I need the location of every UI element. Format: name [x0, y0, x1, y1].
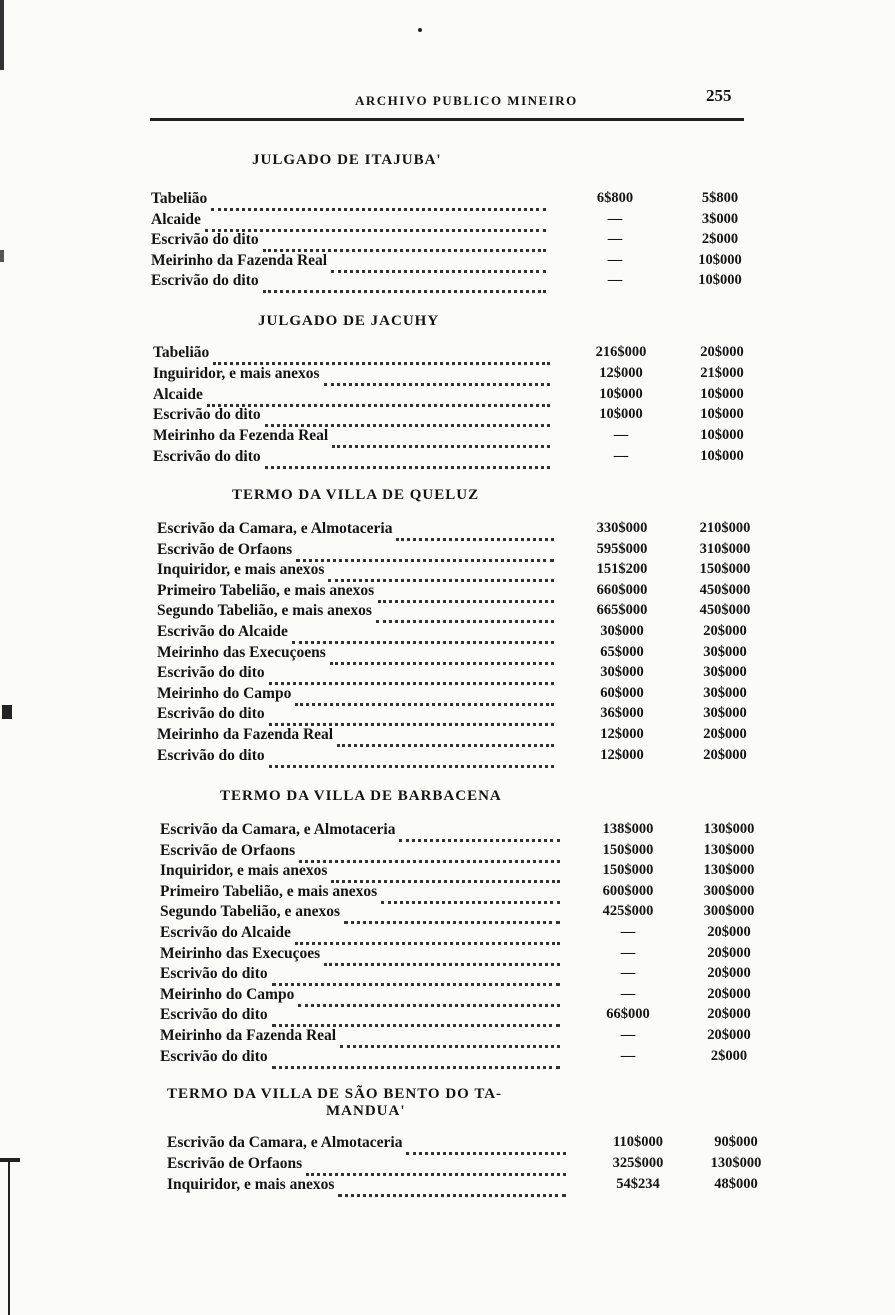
value-column-2: 20$000 — [700, 344, 744, 360]
table-row — [157, 664, 777, 685]
row-label: Escrivão da Camara, e Almotaceria — [167, 1134, 403, 1151]
value-column-1: 12$000 — [600, 726, 644, 742]
table-row — [151, 211, 771, 232]
value-column-2: 3$000 — [701, 210, 739, 227]
value-column-2: 300$000 — [703, 882, 755, 899]
value-column-1: 6$800 — [596, 190, 634, 206]
table-row — [151, 252, 771, 273]
dot-leader — [269, 747, 554, 768]
row-label: Inquiridor, e mais anexos — [167, 1176, 335, 1194]
row-label: Alcaide — [153, 385, 203, 403]
row-label: Escrivão do dito — [157, 705, 265, 723]
row-label: Escrivão do dito — [160, 965, 268, 983]
table-row — [160, 862, 780, 883]
dot-leader — [269, 664, 554, 685]
value-column-1: 325$000 — [612, 1155, 664, 1172]
dot-leader — [381, 883, 560, 904]
dot-leader — [344, 903, 560, 924]
row-label: Primeiro Tabelião, e mais anexos — [157, 581, 375, 599]
row-label: Escrivão do dito — [157, 664, 265, 682]
table-row — [157, 623, 777, 644]
row-label: Meirinho da Fezenda Real — [153, 427, 329, 445]
dot-leader — [265, 406, 550, 427]
value-column-1: 600$000 — [602, 882, 654, 899]
scan-dot — [418, 28, 422, 32]
dot-leader — [263, 231, 546, 252]
page-header — [150, 84, 744, 114]
dot-leader — [331, 252, 546, 273]
value-column-1: — — [607, 210, 623, 227]
row-label: Escrivão do dito — [160, 1047, 268, 1065]
scan-mark — [2, 705, 12, 719]
value-column-1: — — [620, 1047, 636, 1064]
dot-leader — [378, 582, 554, 603]
value-column-1: 36$000 — [600, 705, 644, 722]
row-label: Inguiridor, e mais anexos — [153, 364, 320, 382]
value-column-1: — — [620, 965, 636, 982]
value-column-1: 60$000 — [600, 684, 644, 701]
table-row — [151, 272, 771, 293]
dot-leader — [272, 965, 560, 986]
row-label: Tabelião — [151, 190, 208, 207]
row-label: Meirinho das Execuçoes — [160, 944, 321, 962]
value-column-1: 10$000 — [599, 406, 643, 423]
running-title: ARCHIVO PUBLICO MINEIRO — [355, 93, 578, 108]
table-row — [160, 903, 780, 924]
value-column-2: 10$000 — [700, 448, 744, 464]
dot-leader — [306, 1155, 566, 1176]
section-title: JULGADO DE ITAJUBA' — [252, 152, 442, 168]
value-column-2: 10$000 — [700, 385, 744, 402]
dot-leader — [213, 344, 550, 365]
page-number: 255 — [706, 86, 732, 105]
dot-leader — [376, 602, 554, 623]
row-label: Meirinho da Fazenda Real — [151, 251, 328, 269]
dot-leader — [207, 386, 550, 407]
value-column-2: 130$000 — [703, 821, 755, 837]
value-column-2: 450$000 — [699, 602, 751, 619]
value-column-1: 65$000 — [600, 643, 644, 660]
dot-leader — [272, 1048, 560, 1069]
table-row — [167, 1176, 787, 1197]
table-row — [160, 986, 780, 1007]
table-row — [151, 190, 771, 211]
value-column-2: 30$000 — [703, 643, 747, 660]
table-row — [151, 231, 771, 252]
value-column-1: — — [620, 944, 636, 961]
row-label: Meirinho do Campo — [160, 985, 295, 1003]
table-row — [167, 1134, 787, 1155]
value-column-2: 130$000 — [703, 862, 755, 879]
value-column-1: 10$000 — [599, 385, 643, 402]
value-column-1: 595$000 — [596, 540, 648, 557]
table-row — [160, 1027, 780, 1048]
header-rule — [150, 118, 744, 121]
row-label: Primeiro Tabelião, e mais anexos — [160, 882, 378, 900]
dot-leader — [324, 945, 560, 966]
value-column-1: 330$000 — [596, 520, 648, 536]
value-column-2: 10$000 — [700, 427, 744, 444]
value-column-2: 150$000 — [699, 561, 751, 578]
value-column-2: 450$000 — [699, 581, 751, 598]
table-row — [157, 582, 777, 603]
value-column-2: 210$000 — [699, 520, 751, 536]
value-column-1: 216$000 — [595, 344, 647, 360]
dot-leader — [406, 1134, 566, 1155]
row-label: Escrivão do dito — [160, 1006, 268, 1024]
dot-leader — [211, 190, 546, 211]
table-row — [157, 520, 777, 541]
scan-mark — [0, 1158, 20, 1162]
row-label: Escrivão de Orfaons — [167, 1155, 303, 1173]
row-label: Escrivão do Alcaide — [160, 924, 291, 941]
value-column-2: 130$000 — [710, 1155, 762, 1172]
row-label: Escrivão do dito — [151, 231, 259, 248]
scan-mark — [8, 1160, 10, 1315]
value-column-1: 665$000 — [596, 602, 648, 619]
scan-edge — [0, 0, 4, 1315]
value-column-2: 20$000 — [703, 726, 747, 742]
dot-leader — [263, 272, 546, 293]
dot-leader — [269, 705, 554, 726]
row-label: Escrivão da Camara, e Almotaceria — [160, 821, 396, 838]
value-column-2: 20$000 — [703, 746, 747, 763]
value-column-1: — — [620, 985, 636, 1002]
value-column-1: — — [620, 1027, 636, 1043]
section-title: TERMO DA VILLA DE QUELUZ — [232, 487, 480, 503]
value-column-2: 300$000 — [703, 903, 755, 920]
dot-leader — [296, 541, 554, 562]
row-label: Escrivão do dito — [151, 272, 259, 289]
table-row — [167, 1155, 787, 1176]
value-column-2: 30$000 — [703, 684, 747, 701]
row-label: Escrivão do dito — [153, 406, 261, 424]
table-row — [157, 644, 777, 665]
value-column-1: — — [607, 251, 623, 268]
row-label: Meirinho da Fazenda Real — [160, 1027, 337, 1044]
section-title-continued: MANDUA' — [326, 1103, 406, 1119]
row-label: Alcaide — [151, 210, 201, 228]
dot-leader — [295, 685, 554, 706]
table-row — [160, 1048, 780, 1069]
value-column-1: 151$200 — [596, 561, 648, 578]
value-column-1: — — [620, 924, 636, 940]
value-column-1: — — [607, 231, 623, 247]
value-column-1: 30$000 — [600, 664, 644, 681]
dot-leader — [265, 448, 550, 469]
row-label: Meirinho das Execuçoens — [157, 643, 326, 661]
row-label: Segundo Tabelião, e mais anexos — [157, 602, 372, 620]
value-column-2: 21$000 — [700, 364, 744, 381]
table-row — [157, 685, 777, 706]
row-label: Escrivão do Alcaide — [157, 623, 288, 640]
table-row — [160, 1006, 780, 1027]
value-column-1: 12$000 — [600, 746, 644, 763]
value-column-2: 20$000 — [703, 623, 747, 639]
table-row — [160, 821, 780, 842]
table-row — [160, 883, 780, 904]
value-column-1: 30$000 — [600, 623, 644, 639]
table-row — [153, 448, 773, 469]
table-row — [160, 965, 780, 986]
dot-leader — [295, 924, 560, 945]
value-column-1: 110$000 — [613, 1134, 663, 1150]
table-row — [157, 705, 777, 726]
value-column-1: — — [613, 427, 629, 444]
value-column-2: 30$000 — [703, 664, 747, 681]
value-column-2: 310$000 — [699, 540, 751, 557]
value-column-2: 20$000 — [707, 924, 751, 940]
value-column-2: 90$000 — [714, 1134, 758, 1150]
table-row — [153, 427, 773, 448]
value-column-1: 66$000 — [606, 1006, 650, 1023]
row-label: Inquiridor, e mais anexos — [157, 561, 325, 579]
value-column-1: 138$000 — [602, 821, 654, 837]
value-column-1: 150$000 — [602, 862, 654, 879]
dot-leader — [340, 1027, 560, 1048]
value-column-1: 150$000 — [602, 841, 654, 858]
dot-leader — [331, 862, 560, 883]
section-title: TERMO DA VILLA DE SÃO BENTO DO TA- — [167, 1086, 503, 1102]
dot-leader — [396, 520, 554, 541]
table-row — [153, 386, 773, 407]
value-column-2: 30$000 — [703, 705, 747, 722]
value-column-2: 5$800 — [701, 190, 739, 206]
section-title: TERMO DA VILLA DE BARBACENA — [220, 788, 502, 804]
dot-leader — [328, 561, 554, 582]
value-column-1: 12$000 — [599, 364, 643, 381]
dot-leader — [299, 842, 560, 863]
value-column-2: 130$000 — [703, 841, 755, 858]
value-column-1: 660$000 — [596, 581, 648, 598]
dot-leader — [338, 1176, 566, 1197]
value-column-2: 2$000 — [701, 231, 739, 247]
dot-leader — [337, 726, 554, 747]
value-column-2: 20$000 — [707, 944, 751, 961]
row-label: Escrivão de Orfaons — [157, 540, 293, 558]
value-column-2: 20$000 — [707, 965, 751, 982]
table-row — [157, 726, 777, 747]
table-row — [153, 344, 773, 365]
value-column-2: 2$000 — [710, 1047, 748, 1064]
row-label: Tabelião — [153, 344, 210, 361]
value-column-2: 10$000 — [698, 251, 742, 268]
value-column-2: 20$000 — [707, 985, 751, 1002]
table-row — [153, 406, 773, 427]
value-column-2: 10$000 — [698, 272, 742, 288]
value-column-2: 20$000 — [707, 1006, 751, 1023]
row-label: Meirinho da Fazenda Real — [157, 726, 334, 743]
value-column-1: — — [607, 272, 623, 288]
dot-leader — [399, 821, 560, 842]
table-row — [153, 365, 773, 386]
row-label: Segundo Tabelião, e anexos — [160, 903, 341, 921]
table-row — [157, 747, 777, 768]
row-label: Escrivão do dito — [153, 448, 261, 465]
value-column-1: — — [613, 448, 629, 464]
dot-leader — [298, 986, 560, 1007]
dot-leader — [292, 623, 554, 644]
section-title: JULGADO DE JACUHY — [258, 313, 440, 329]
table-row — [157, 541, 777, 562]
row-label: Escrivão de Orfaons — [160, 841, 296, 859]
dot-leader — [205, 211, 546, 232]
row-label: Escrivão do dito — [157, 746, 265, 764]
table-row — [160, 945, 780, 966]
table-row — [157, 561, 777, 582]
value-column-2: 10$000 — [700, 406, 744, 423]
row-label: Meirinho do Campo — [157, 684, 292, 702]
value-column-1: 54$234 — [616, 1176, 660, 1193]
dot-leader — [272, 1006, 560, 1027]
table-row — [157, 602, 777, 623]
table-row — [160, 842, 780, 863]
dot-leader — [330, 644, 554, 665]
dot-leader — [324, 365, 550, 386]
value-column-2: 20$000 — [707, 1027, 751, 1043]
value-column-2: 48$000 — [714, 1176, 758, 1193]
dot-leader — [332, 427, 550, 448]
table-row — [160, 924, 780, 945]
row-label: Inquiridor, e mais anexos — [160, 862, 328, 880]
row-label: Escrivão da Camara, e Almotaceria — [157, 520, 393, 537]
value-column-1: 425$000 — [602, 903, 654, 920]
